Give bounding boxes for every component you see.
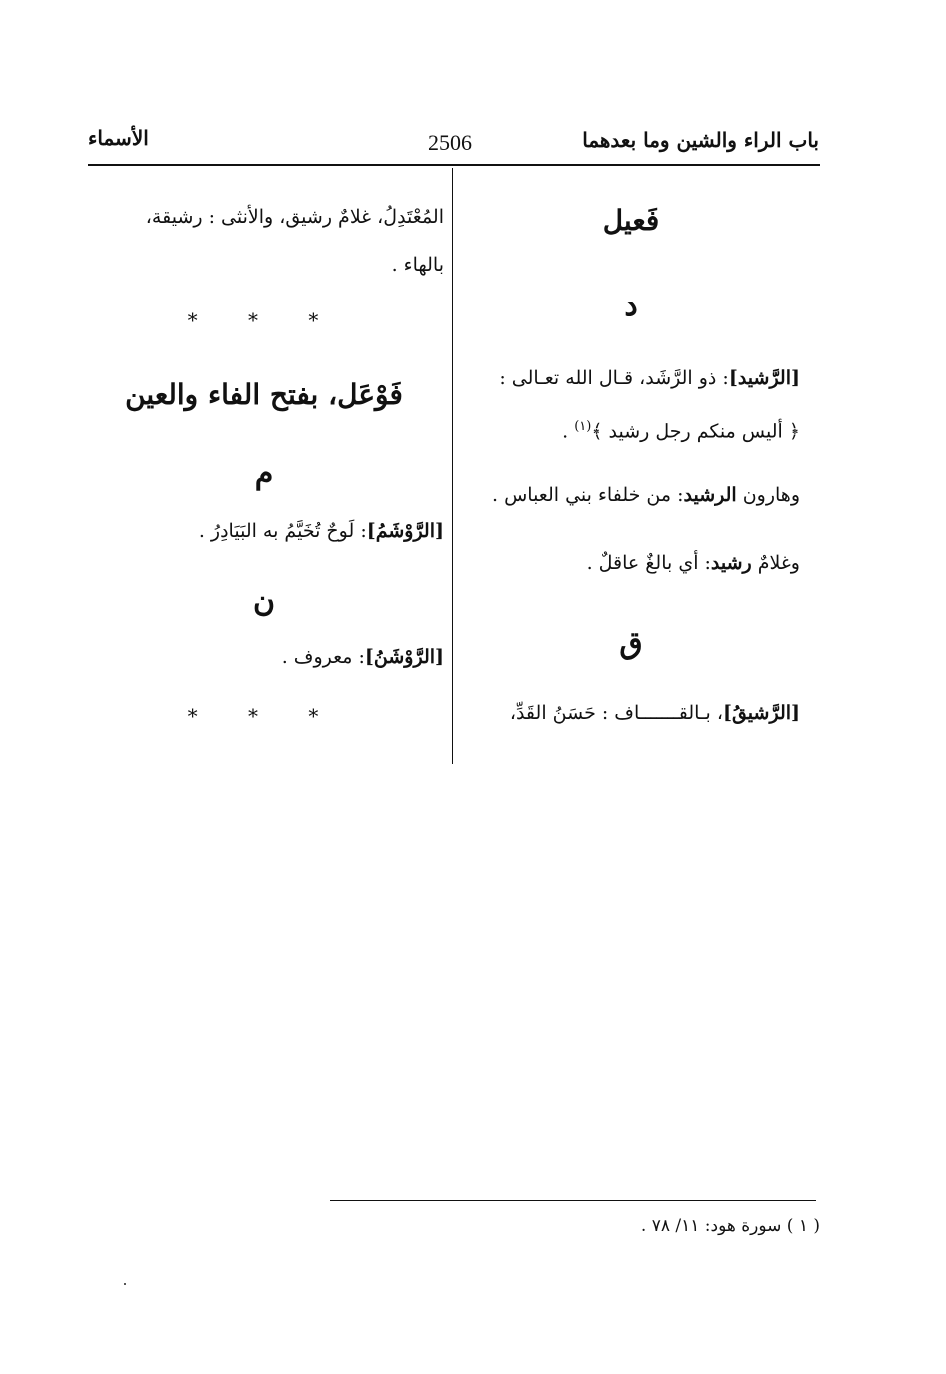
letter-heading-qaf: ق <box>619 626 643 661</box>
entry-rashiq-definition: ، بـالقـــــــاف : حَسَنُ القَدِّ، <box>509 702 723 724</box>
letter-heading-mim: م <box>254 456 274 491</box>
chapter-title: باب الراء والشين وما بعدهما <box>582 128 819 152</box>
footnote: ( ١ ) سورة هود: ١١/ ٧٨ . <box>640 1216 820 1236</box>
entry-ghulam-definition: : أي بالغٌ عاقلٌ . <box>586 552 711 574</box>
footnote-rule <box>330 1200 816 1201</box>
entry-rawsham <box>84 506 444 556</box>
quran-quote: ﴿ أليس منكم رجل رشيد ﴾ <box>591 420 800 443</box>
entry-harun-definition: : من خلفاء بني العباس . <box>492 484 684 506</box>
entry-harun-prefix: وهارون <box>736 484 800 506</box>
entry-rawshan-definition: : معروف . <box>281 646 365 668</box>
section-title: الأسماء <box>88 126 149 150</box>
entry-harun <box>462 470 800 520</box>
pattern-heading-faeel: فَعيل <box>602 204 660 237</box>
entry-harun-term: الرشيد <box>683 484 737 506</box>
section-separator-stars-bottom: * * * <box>187 704 341 728</box>
entry-rawsham-definition: : لَوحٌ تُخَيَّمُ به البَيَادِرُ . <box>198 520 367 542</box>
entry-rashid-term: [الرَّشيد] <box>728 367 800 389</box>
continuation-line1: المُعْتَدِلُ، غلامٌ رشيق، والأنثى : رشيقة، <box>145 206 444 228</box>
entry-rashid-line2 <box>462 402 800 456</box>
section-separator-stars: * * * <box>187 308 341 332</box>
continuation-line2: بالهاء . <box>391 254 444 276</box>
entry-rawshan-term: [الرَّوْشَنُ] <box>364 646 444 668</box>
pattern-heading-fawal: فَوْعَل، بفتح الفاء والعين <box>125 378 403 411</box>
entry-rawshan <box>84 632 444 682</box>
header-rule <box>88 164 820 166</box>
entry-rashiq <box>462 688 800 738</box>
scan-speck <box>124 1283 126 1285</box>
entry-rashid-line1 <box>462 353 800 403</box>
entry-rashiq-term: [الرَّشيقُ] <box>722 702 800 724</box>
entry-ghulam-prefix: وغلامٌ <box>751 552 800 574</box>
page-number: 2506 <box>428 130 472 155</box>
letter-heading-nun: ن <box>252 584 276 619</box>
entry-rashid-definition: : ذو الرَّشَد، قـال الله تعـالى : <box>499 367 729 389</box>
column-divider <box>452 168 453 764</box>
entry-ghulam <box>462 538 800 588</box>
letter-heading-dal: د <box>624 288 638 323</box>
entry-ghulam-term: رشيد <box>710 552 752 574</box>
entry-rawsham-term: [الرَّوْشَمُ] <box>366 520 444 542</box>
footnote-reference: (١) <box>574 419 592 434</box>
entry-rashid-end: . <box>562 420 575 443</box>
